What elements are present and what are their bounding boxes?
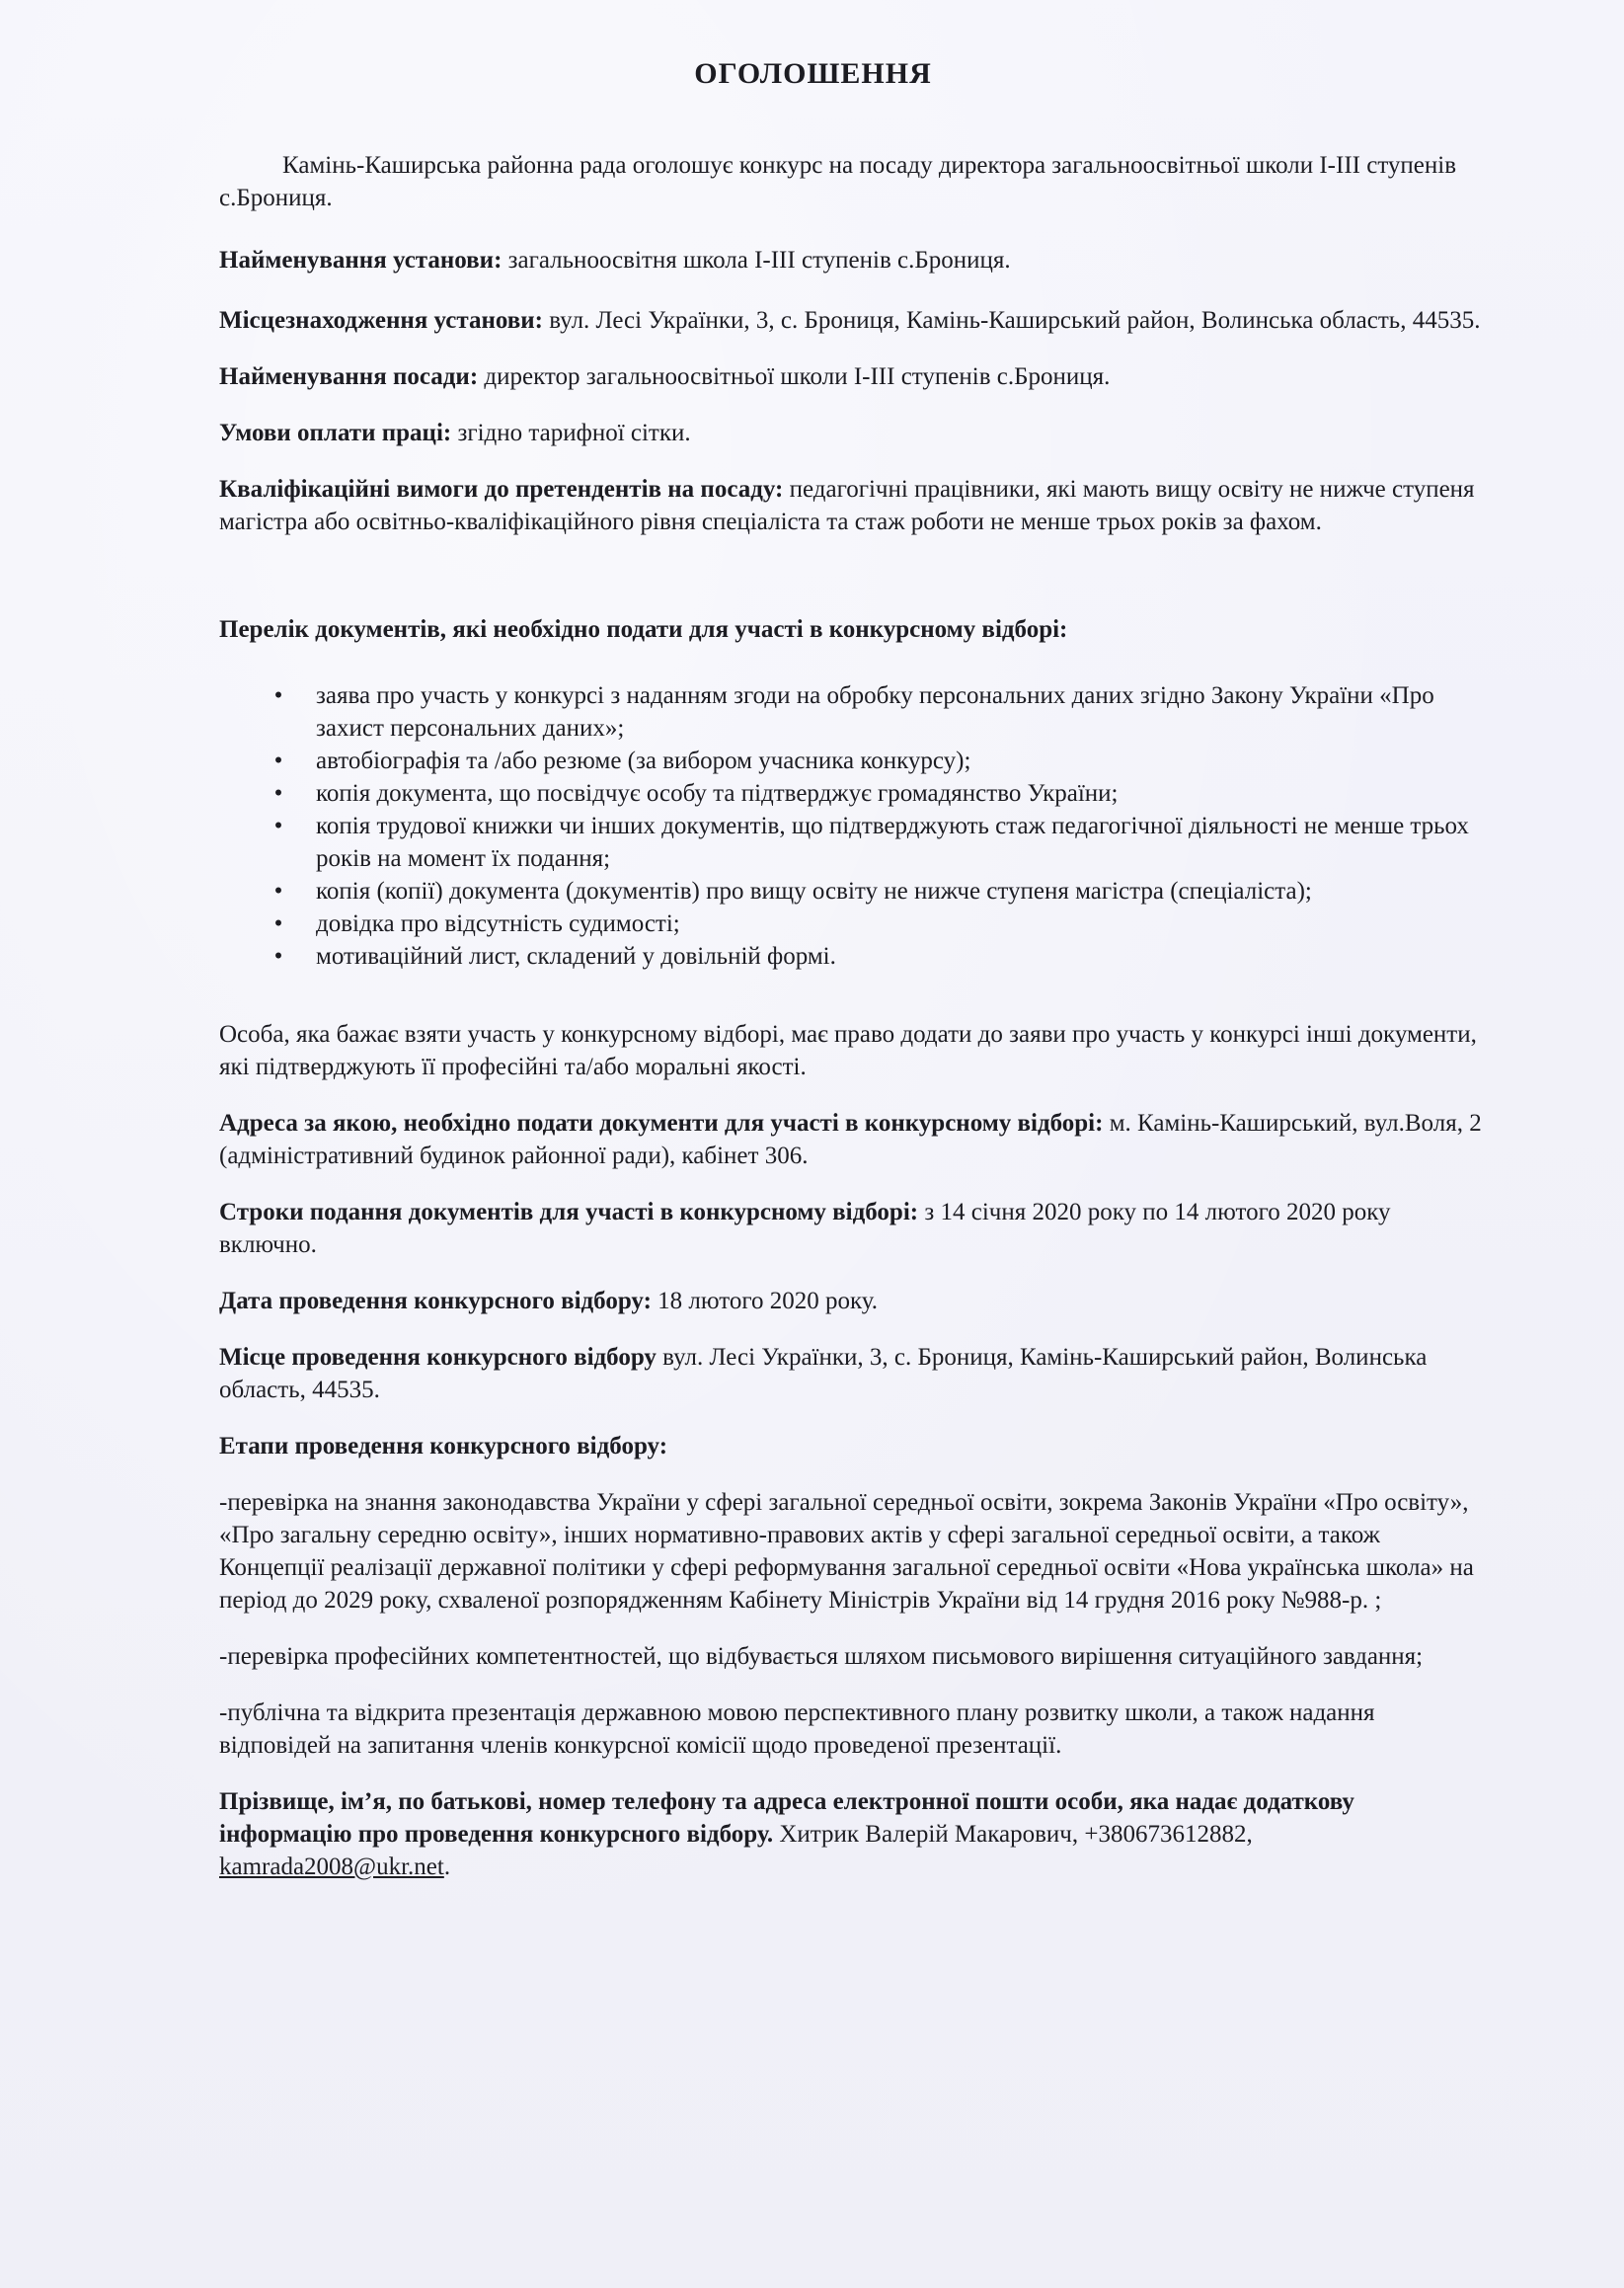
field-institution-name [219, 244, 1486, 276]
bullet-icon: • [273, 943, 283, 970]
document-title: ОГОЛОШЕННЯ [694, 57, 932, 90]
list-item: • копія документа, що посвідчує особу та підтверджує громадянство України; [316, 777, 1486, 810]
bullet-icon: • [273, 682, 283, 709]
field-submission-address [219, 1107, 1486, 1172]
bullet-icon: • [273, 813, 283, 839]
field-value: з 14 січня 2020 року по 14 лютого 2020 року включно. [219, 1199, 1391, 1258]
field-label: Найменування установи: [219, 247, 503, 274]
intro-paragraph: Камінь-Каширська районна рада оголошує конкурс на посаду директора загальноосвітньої школи І-ІІІ ступенів с.Брониця. [219, 152, 1457, 211]
field-label: Найменування посади: [219, 363, 479, 390]
list-item: • копія (копії) документа (документів) про вищу освіту не нижче ступеня магістра (спеціаліста); [316, 875, 1486, 907]
field-value: педагогічні працівники, які мають вищу освіту не нижче ступеня магістра або освітньо-кваліфікаційного рівня спеціаліста та стаж роботи не менше трьох років за фахом. [219, 476, 1475, 535]
field-value: загальноосвітня школа І-ІІІ ступенів с.Брониця. [502, 247, 1011, 274]
field-value: вул. Лесі Українки, 3, с. Брониця, Камінь-Каширський район, Волинська область, 44535. [219, 1344, 1428, 1403]
stage-item: -публічна та відкрита презентація державною мовою перспективного плану розвитку школи, а також надання відповідей на запитання членів конкурсної комісії щодо проведеної презентації. [219, 1699, 1375, 1759]
list-item: • заява про участь у конкурсі з наданням згоди на обробку персональних даних згідно Закону України «Про захист персональних даних»; [316, 679, 1486, 745]
field-label: Місце проведення конкурсного відбору [219, 1344, 657, 1371]
stage-item: -перевірка на знання законодавства України у сфері загальної середньої освіти, зокрема Законів України «Про освіту», «Про загальну середню освіту», інших нормативно-правових актів у сфері загальної середньої освіти, а також Концепції реалізації державної політики у сфері реформування загальної середньої освіти «Нова українська школа» на період до 2029 року, схваленої розпорядженням Кабінету Міністрів України від 14 грудня 2016 року №988-р. ; [219, 1489, 1474, 1614]
field-label: Дата проведення конкурсного відбору: [219, 1288, 652, 1314]
field-value: м. Камінь-Каширський, вул.Воля, 2 (адміністративний будинок районної ради), кабінет 306. [219, 1110, 1482, 1169]
bullet-icon: • [273, 780, 283, 807]
field-submission-deadline [219, 1196, 1486, 1261]
field-label: Місцезнаходження установи: [219, 307, 543, 334]
list-item: • автобіографія та /або резюме (за вибором учасника конкурсу); [316, 745, 1486, 777]
stage-item: -перевірка професійних компетентностей, що відбувається шляхом письмового вирішення ситуаційного завдання; [219, 1643, 1424, 1670]
field-qualification-requirements [219, 473, 1486, 538]
extra-documents-note: Особа, яка бажає взяти участь у конкурсному відборі, має право додати до заяви про участь у конкурсі інші документи, які підтверджують її професійні та/або моральні якості. [219, 1021, 1477, 1080]
field-selection-venue [219, 1341, 1486, 1406]
bullet-icon: • [273, 910, 283, 937]
field-value: Хитрик Валерій Макарович, +380673612882, [773, 1821, 1253, 1848]
field-institution-location [219, 304, 1486, 337]
field-value: 18 лютого 2020 року. [651, 1288, 879, 1314]
list-item: • довідка про відсутність судимості; [316, 907, 1486, 940]
documents-list [219, 679, 1486, 973]
field-selection-date [219, 1285, 1486, 1317]
list-item: • копія трудової книжки чи інших документів, що підтверджують стаж педагогічної діяльності не менше трьох років на момент їх подання; [316, 810, 1486, 875]
field-label: Кваліфікаційні вимоги до претендентів на посаду: [219, 476, 784, 503]
field-label: Адреса за якою, необхідно подати документи для участі в конкурсному відборі: [219, 1110, 1104, 1137]
field-value: директор загальноосвітньої школи І-ІІІ ступенів с.Брониця. [478, 363, 1111, 390]
bullet-icon: • [273, 878, 283, 905]
list-item: • мотиваційний лист, складений у довільній формі. [316, 940, 1486, 973]
field-label: Строки подання документів для участі в конкурсному відборі: [219, 1199, 919, 1225]
stages-heading: Етапи проведення конкурсного відбору: [219, 1433, 668, 1460]
documents-heading: Перелік документів, які необхідно подати для участі в конкурсному відборі: [219, 616, 1068, 643]
field-position-name [219, 360, 1486, 393]
field-label: Умови оплати праці: [219, 420, 452, 446]
field-label: Прізвище, ім’я, по батькові, номер телефону та адреса електронної пошти особи, яка надає додаткову інформацію про проведення конкурсного відбору. [219, 1788, 1354, 1848]
bullet-icon: • [273, 748, 283, 774]
field-contact-person: Прізвище, ім’я, по батькові, номер телефону та адреса електронної пошти особи, яка надає додаткову інформацію про проведення конкурсного відбору. Хитрик Валерій Макарович, +380673612882, kamrada2008@ukr.net. [219, 1788, 1354, 1880]
field-value: вул. Лесі Українки, 3, с. Брониця, Камінь-Каширський район, Волинська область, 44535. [542, 307, 1481, 334]
field-value: згідно тарифної сітки. [451, 420, 691, 446]
field-salary-terms [219, 417, 1486, 449]
email-link[interactable]: kamrada2008@ukr.net [219, 1854, 444, 1880]
